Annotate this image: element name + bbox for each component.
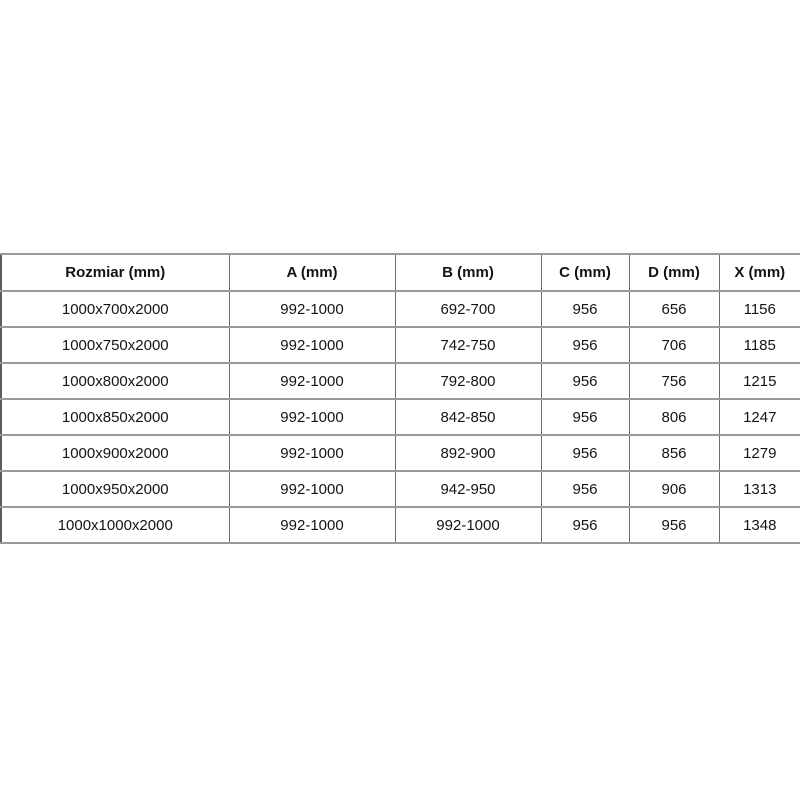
table-row (1, 291, 800, 327)
column-header-x: X (mm) (719, 254, 800, 291)
table-cell: 692-700 (395, 291, 541, 327)
table-cell: 1247 (719, 399, 800, 435)
table-cell: 742-750 (395, 327, 541, 363)
table-cell: 806 (629, 399, 719, 435)
table-row (1, 399, 800, 435)
column-header-d: D (mm) (629, 254, 719, 291)
column-header-c: C (mm) (541, 254, 629, 291)
table-cell: 892-900 (395, 435, 541, 471)
table-cell: 856 (629, 435, 719, 471)
table-cell: 956 (541, 363, 629, 399)
table-cell: 1000x750x2000 (1, 327, 229, 363)
table-cell: 956 (541, 507, 629, 543)
table-cell: 842-850 (395, 399, 541, 435)
table-cell: 956 (541, 327, 629, 363)
table-cell: 1215 (719, 363, 800, 399)
table-cell: 956 (541, 399, 629, 435)
dimensions-table-container (0, 253, 800, 544)
table-cell: 1156 (719, 291, 800, 327)
table-row (1, 435, 800, 471)
table-cell: 1000x1000x2000 (1, 507, 229, 543)
table-cell: 1000x950x2000 (1, 471, 229, 507)
table-row (1, 471, 800, 507)
table-cell: 1000x800x2000 (1, 363, 229, 399)
table-cell: 956 (541, 291, 629, 327)
table-cell: 1000x900x2000 (1, 435, 229, 471)
table-row (1, 363, 800, 399)
table-cell: 992-1000 (395, 507, 541, 543)
table-cell: 992-1000 (229, 363, 395, 399)
table-cell: 706 (629, 327, 719, 363)
table-cell: 656 (629, 291, 719, 327)
table-cell: 792-800 (395, 363, 541, 399)
table-cell: 992-1000 (229, 291, 395, 327)
column-header-a: A (mm) (229, 254, 395, 291)
table-cell: 956 (629, 507, 719, 543)
table-cell: 992-1000 (229, 471, 395, 507)
table-cell: 942-950 (395, 471, 541, 507)
table-cell: 1279 (719, 435, 800, 471)
table-row (1, 327, 800, 363)
table-cell: 1185 (719, 327, 800, 363)
table-cell: 1348 (719, 507, 800, 543)
table-cell: 756 (629, 363, 719, 399)
column-header-b: B (mm) (395, 254, 541, 291)
column-header-rozmiar: Rozmiar (mm) (1, 254, 229, 291)
table-row (1, 507, 800, 543)
table-cell: 956 (541, 471, 629, 507)
table-cell: 1000x700x2000 (1, 291, 229, 327)
table-cell: 992-1000 (229, 399, 395, 435)
table-cell: 1313 (719, 471, 800, 507)
table-body (1, 291, 800, 543)
table-cell: 992-1000 (229, 327, 395, 363)
table-cell: 992-1000 (229, 435, 395, 471)
table-cell: 992-1000 (229, 507, 395, 543)
table-header-row (1, 254, 800, 291)
table-cell: 956 (541, 435, 629, 471)
table-cell: 1000x850x2000 (1, 399, 229, 435)
table-cell: 906 (629, 471, 719, 507)
dimensions-table (0, 253, 800, 544)
